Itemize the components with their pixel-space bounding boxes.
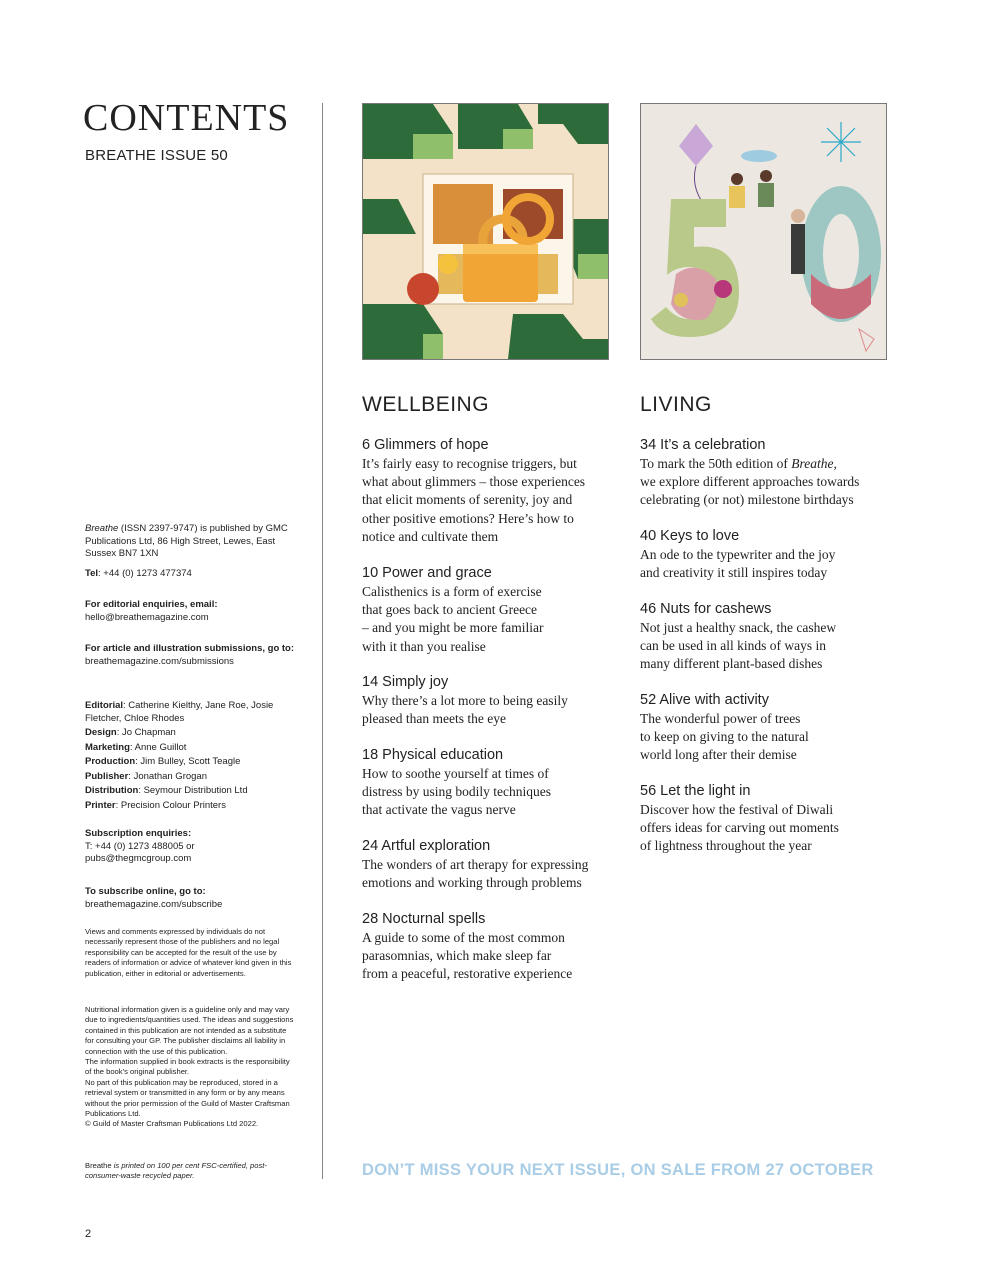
staff-credits xyxy=(85,700,295,812)
subscription-phone: T: +44 (0) 1273 488005 or xyxy=(85,840,195,852)
submissions-url: breathemagazine.com/submissions xyxy=(85,655,234,667)
page-number: 10 xyxy=(362,565,379,581)
article-entry[interactable] xyxy=(362,910,612,984)
subscription-email: pubs@thegmcgroup.com xyxy=(85,853,192,864)
page-number: 46 xyxy=(640,601,657,617)
page-number: 24 xyxy=(362,838,379,854)
disclaimer-nutrition: Nutritional information given is a guideline only and may vary due to ingredients/quantities used. The ideas and suggestions contained in this publication are not intended as a substitute for consulting your GP. The publisher disclaims all liability in connection with the use of this publication. The information supplied in book extracts is the responsibility of the book’s original publisher. No part of this publication may be reproduced, stored in a retrieval system or transmitted in any form or by any means without the prior permission of the Guild of Master Craftsman Publications Ltd. © Guild of Master Craftsman Publications Ltd 2022. xyxy=(85,1005,294,1129)
disclaimer-views: Views and comments expressed by individuals do not necessarily represent those of the publishers and no legal responsibility can be accepted for the result of the use by readers of information or advice of whatever kind given in this publication, either in editorial or advertisements. xyxy=(85,927,292,978)
article-description: Why there’s a lot more to being easily pleased than meets the eye xyxy=(362,693,568,727)
magazine-name: Breathe xyxy=(85,523,119,534)
publisher-intro xyxy=(85,523,295,561)
page-number: 52 xyxy=(640,692,657,708)
article-entry[interactable] xyxy=(640,691,890,765)
subscribe-online xyxy=(85,886,295,911)
copyright: © Guild of Master Craftsman Publications Ltd 2022. xyxy=(85,1119,259,1129)
article-description: An ode to the typewriter and the joy and creativity it still inspires today xyxy=(640,547,836,581)
article-description: A guide to some of the most common parasomnias, which make sleep far from a peaceful, restorative experience xyxy=(362,930,573,982)
article-description: The wonders of art therapy for expressing emotions and working through problems xyxy=(362,857,589,891)
lock-illustration xyxy=(363,104,608,359)
subscribe-online-label: To subscribe online, go to: xyxy=(85,886,206,897)
article-entry[interactable] xyxy=(640,527,890,582)
article-title: 52 Alive with activity xyxy=(640,692,769,708)
submissions xyxy=(85,643,295,668)
article-entry[interactable] xyxy=(362,673,612,728)
article-description: Calisthenics is a form of exercise that goes back to ancient Greece – and you might be more familiar with it than you realise xyxy=(362,584,544,654)
credit-line: Distribution: Seymour Distribution Ltd xyxy=(85,785,248,796)
page-title: CONTENTS xyxy=(83,97,290,139)
credit-line: Printer: Precision Colour Printers xyxy=(85,799,226,811)
article-entry[interactable] xyxy=(640,782,890,856)
article-description: Discover how the festival of Diwali offers ideas for carving out moments of lightness throughout the year xyxy=(640,802,839,854)
article-entry[interactable] xyxy=(640,600,890,674)
page-number: 28 xyxy=(362,911,379,927)
page-number: 34 xyxy=(640,437,657,453)
article-entry[interactable] xyxy=(362,837,612,892)
fifty-illustration xyxy=(641,104,886,359)
article-title: 10 Power and grace xyxy=(362,565,492,581)
issue-subtitle: BREATHE ISSUE 50 xyxy=(85,147,228,164)
article-title: 28 Nocturnal spells xyxy=(362,911,486,927)
living-heading: LIVING xyxy=(640,393,712,416)
subscription-label: Subscription enquiries xyxy=(85,828,188,839)
article-description: Not just a healthy snack, the cashew can be used in all kinds of ways in many different plant-based dishes xyxy=(640,620,837,672)
submissions-label: For article and illustration submissions, go to: xyxy=(85,643,295,654)
article-title: 56 Let the light in xyxy=(640,783,751,799)
article-description: To mark the 50th edition of Breathe, we explore different approaches towards celebrating (or not) milestone birthdays xyxy=(640,456,860,508)
credit-line: Publisher: Jonathan Grogan xyxy=(85,770,207,782)
article-description: The wonderful power of trees to keep on giving to the natural world long after their demise xyxy=(640,711,809,763)
next-issue-promo: DON’T MISS YOUR NEXT ISSUE, ON SALE FROM 27 OCTOBER xyxy=(362,1161,874,1179)
column-divider xyxy=(322,103,323,1179)
folio-page-number: 2 xyxy=(85,1228,92,1240)
article-entry[interactable] xyxy=(362,746,612,820)
article-title: 18 Physical education xyxy=(362,747,504,763)
article-entry[interactable] xyxy=(362,436,612,546)
credit-line: Design: Jo Chapman xyxy=(85,727,176,738)
telephone-value: : +44 (0) 1273 477374 xyxy=(98,568,192,579)
article-title: 40 Keys to love xyxy=(640,528,740,544)
telephone-label: Tel xyxy=(85,568,99,579)
credit-line: Editorial: Catherine Kielthy, Jane Roe, Josie Fletcher, Chloe Rhodes xyxy=(85,700,274,724)
editorial-enquiries: For editorial enquiries, email: hello@breathemagazine.com xyxy=(85,599,218,623)
living-fifty-illustration xyxy=(640,103,887,360)
article-description: How to soothe yourself at times of distress by using bodily techniques that activate the vagus nerve xyxy=(362,766,551,818)
article-title: 46 Nuts for cashews xyxy=(640,601,772,617)
page-number: 40 xyxy=(640,528,657,544)
article-entry[interactable] xyxy=(362,564,612,656)
article-title: 24 Artful exploration xyxy=(362,838,491,854)
article-entry[interactable] xyxy=(640,436,890,510)
page-number: 18 xyxy=(362,747,379,763)
credit-line: Production: Jim Bulley, Scott Teagle xyxy=(85,756,241,767)
page-number: 56 xyxy=(640,783,657,799)
article-title: 14 Simply joy xyxy=(362,674,449,690)
page-number: 6 xyxy=(362,437,371,453)
paper-magazine-name: Breathe xyxy=(85,1161,112,1170)
subscription-enquiries: Subscription enquiries: T: +44 (0) 1273 488005 or pubs@thegmcgroup.com xyxy=(85,828,195,864)
telephone xyxy=(85,568,295,581)
wellbeing-lock-illustration xyxy=(362,103,609,360)
credit-line: Marketing: Anne Guillot xyxy=(85,741,187,753)
editorial-email: hello@breathemagazine.com xyxy=(85,611,209,623)
article-title: 6 Glimmers of hope xyxy=(362,437,489,453)
article-title: 34 It’s a celebration xyxy=(640,437,766,453)
paper-note: Breathe is printed on 100 per cent FSC-certified, post-consumer-waste recycled paper. xyxy=(85,1161,267,1181)
wellbeing-heading: WELLBEING xyxy=(362,393,490,416)
publisher-intro-text: (ISSN 2397-9747) is published by GMC Publications Ltd, 86 High Street, Lewes, East Sussex BN7 1XN xyxy=(85,523,288,559)
article-description: It’s fairly easy to recognise triggers, but what about glimmers – those experiences that elicit moments of serenity, joy and other positive emotions? Here’s how to notice and cultivate them xyxy=(362,456,586,544)
magazine-name: Breathe xyxy=(791,456,834,471)
page-number: 14 xyxy=(362,674,379,690)
editorial-label: For editorial enquiries, email xyxy=(85,599,215,610)
subscribe-online-url: breathemagazine.com/subscribe xyxy=(85,898,223,910)
